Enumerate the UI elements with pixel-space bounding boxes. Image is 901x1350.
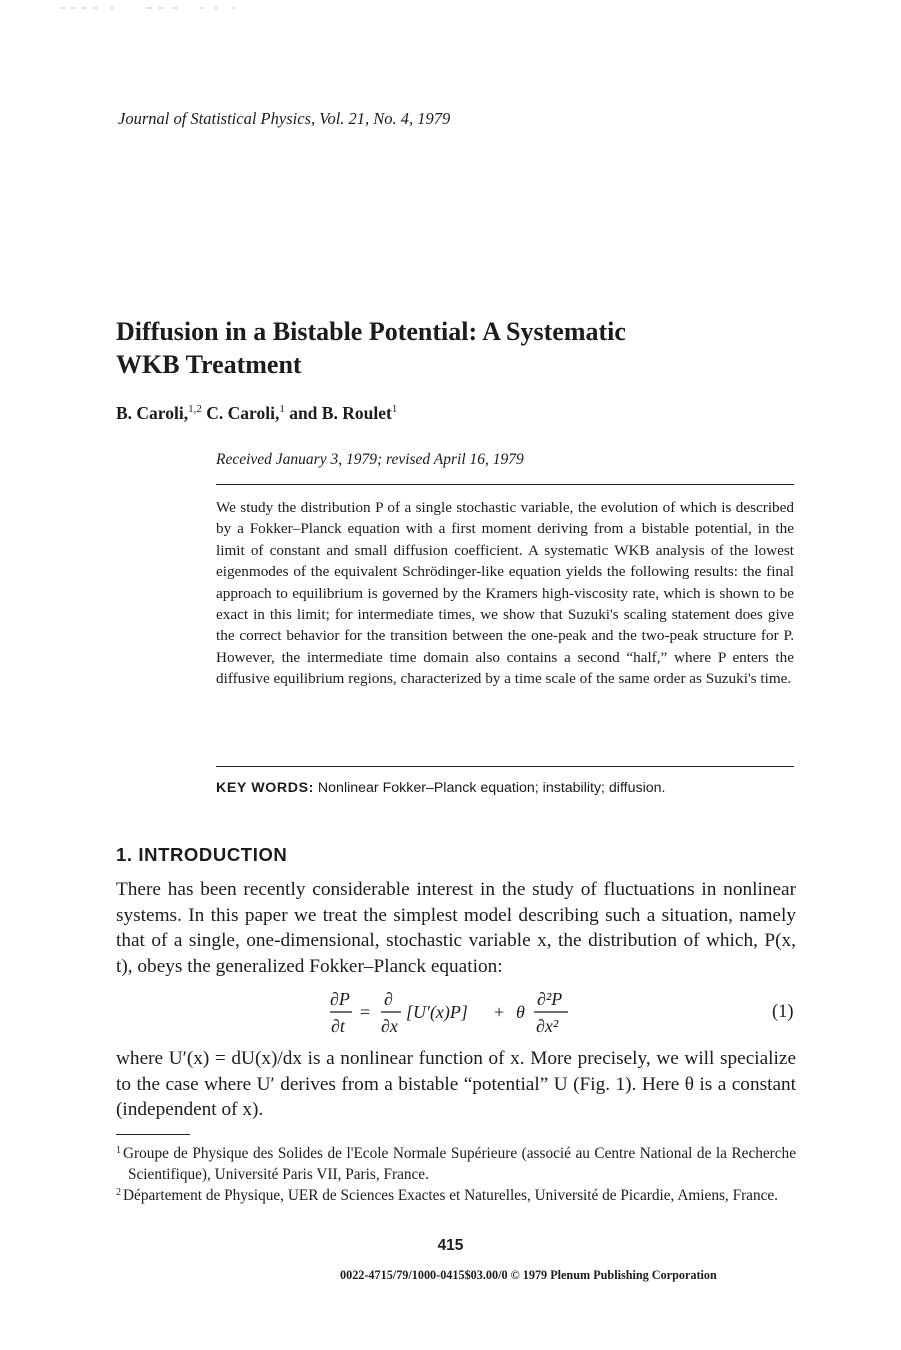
after-equation-paragraph: where U′(x) = dU(x)/dx is a nonlinear function of x. More precisely, we will specialize to the case where U′ derives from a bistable “potential” U (Fig. 1). Here θ is a constant (independent of x). [116,1048,796,1121]
intro-paragraph: There has been recently considerable interest in the study of fluctuations in nonlinear systems. In this paper we treat the simplest model describing such a situation, namely that of a single, one-dimensional, stochastic variable x, the distribution of which, P(x, t), obeys the generalized Fokker–Planck equation: [116,879,796,978]
author-connector: and [289,403,318,423]
footnote-rule [116,1134,190,1135]
fokker-planck-equation [330,988,610,1040]
author-2: C. Caroli, [206,403,280,423]
keywords-list: Nonlinear Fokker–Planck equation; instability; diffusion. [317,780,666,796]
equation-number: (1) [772,1002,794,1022]
footnote-2 [116,1186,796,1207]
eq-operator-numerator: ∂ [384,989,393,1009]
abstract: We study the distribution P of a single stochastic variable, the evolution of which is described by a Fokker–Planck equation with a first moment deriving from a bistable potential, in the limit of constant and small diffusion coefficient. A systematic WKB analysis of the lowest eigenmodes of the equivalent Schrödinger-like equation yields the following results: the final approach to equilibrium is governed by the Kramers high-viscosity rate, which is shown to be exact in this limit; for intermediate times, we show that Suzuki's scaling statement does give the correct behavior for the transition between the one-peak and the two-peak structure for P. However, the intermediate time domain also contains a second “half,” where P enters the diffusive equilibrium regions, characterized by a time scale of the same order as Suzuki's time. [216,499,794,688]
title-line-2: WKB Treatment [116,350,302,379]
footnote-1-text: Groupe de Physique des Solides de l'Ecole Normale Supérieure (associé au Centre National de la Recherche Scientifique), Université Paris VII, Paris, France. [123,1145,796,1183]
eq-theta: θ [516,1002,525,1022]
scan-artifact-marks [60,4,240,12]
eq-rhs-denominator: ∂x² [536,1016,559,1036]
author-list [116,403,397,424]
journal-citation: Journal of Statistical Physics, Vol. 21, No. 4, 1979 [118,109,451,128]
eq-rhs-numerator: ∂²P [537,989,563,1009]
title-line-1: Diffusion in a Bistable Potential: A Systematic [116,317,626,346]
author-2-affiliation: 1 [279,403,285,415]
paper-title [116,315,756,381]
abstract-bottom-rule [216,766,794,767]
author-1: B. Caroli, [116,403,189,423]
footnote-1 [116,1144,796,1186]
page-number: 415 [437,1237,464,1254]
received-dates: Received January 3, 1979; revised April 16, 1979 [216,451,524,468]
eq-equals: = [360,1002,371,1022]
author-3-affiliation: 1 [391,403,398,415]
eq-lhs-denominator: ∂t [331,1016,345,1036]
footnote-1-mark: 1 [116,1145,121,1156]
section-heading: 1. INTRODUCTION [116,844,288,865]
eq-lhs-numerator: ∂P [330,989,350,1009]
author-1-affiliation: 1,2 [188,403,202,415]
keywords-label: KEY WORDS: [216,780,314,796]
copyright-line: 0022-4715/79/1000-0415$03.00/0 © 1979 Plenum Publishing Corporation [340,1268,717,1282]
eq-bracket-term: [U′(x)P] [406,1002,468,1022]
footnote-2-text: Département de Physique, UER de Sciences Exactes et Naturelles, Université de Picardie, Amiens, France. [123,1187,779,1204]
eq-plus: + [494,1002,505,1022]
author-3: B. Roulet [321,403,392,423]
abstract-top-rule [216,484,794,485]
keywords [216,780,665,796]
eq-operator-denominator: ∂x [381,1016,398,1036]
footnote-2-mark: 2 [116,1187,121,1198]
